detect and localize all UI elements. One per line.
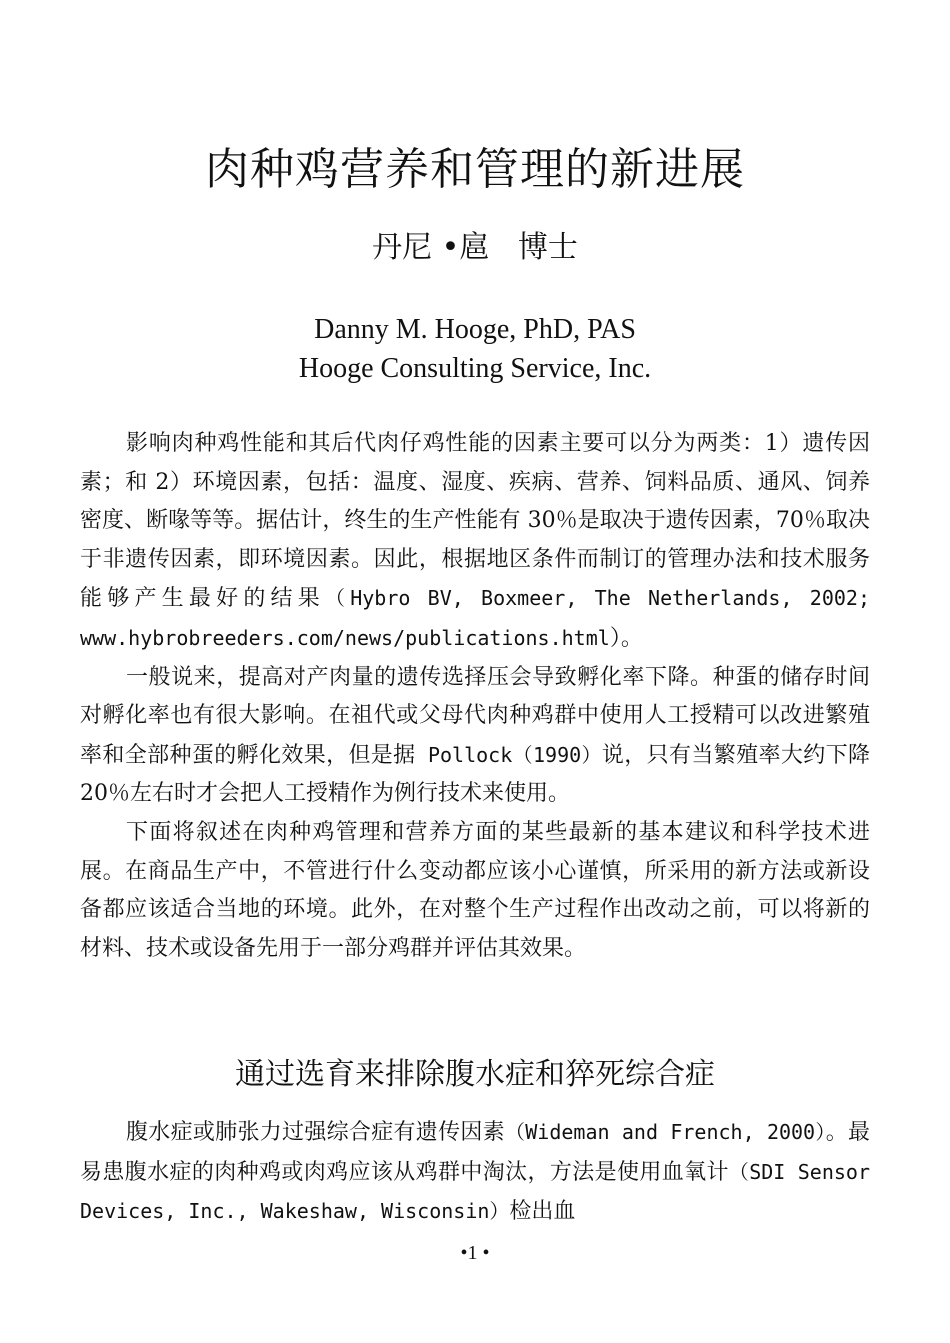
document-title: 肉种鸡营养和管理的新进展 xyxy=(205,144,745,195)
paragraph-4 xyxy=(80,1113,870,1232)
reference-text: （SDI Sensor Devices, Inc., Wakeshaw, Wisconsin） xyxy=(80,1159,870,1224)
paragraph-text: ）。 xyxy=(609,625,643,651)
paragraph-text: 。最易患腹水症的肉种鸡或肉鸡应该从鸡群中淘汰，方法是使用血氧计 xyxy=(80,1120,870,1185)
paragraph-text: 一般说来，提高对产肉量的遗传选择压会导致孵化率下降。种蛋的储存时间对孵化率也有很大影响。在祖代或父母代肉种鸡群中使用人工授精可以改进繁殖率和全部种蛋的孵化效果，但是据 xyxy=(80,664,870,768)
paragraph-text: 下面将叙述在肉种鸡管理和营养方面的某些最新的基本建议和科学技术进展。在商品生产中，不管进行什么变动都应该小心谨慎，所采用的新方法或新设备都应该适合当地的环境。此外，在对整个生产过程作出改动之前，可以将新的材料、技术或设备先用于一部分鸡群并评估其效果。 xyxy=(80,819,870,961)
section-body xyxy=(80,1113,870,1232)
author-name-chinese: 丹尼 •扈 博士 xyxy=(372,230,578,265)
section-heading: 通过选育来排除腹水症和猝死综合症 xyxy=(235,1057,715,1092)
page-number: •1 • xyxy=(460,1242,490,1264)
reference-text: （Wideman and French, 2000） xyxy=(504,1120,826,1144)
paragraph-text: 腹水症或肺张力过强综合症有遗传因素 xyxy=(126,1120,505,1145)
author-affiliation: Hooge Consulting Service, Inc. xyxy=(298,353,652,384)
paragraph-text: 说，只有当繁殖率大约下降 20％左右时才会把人工授精作为例行技术来使用。 xyxy=(80,742,870,807)
reference-text: Pollock（1990） xyxy=(415,742,602,767)
intro-body xyxy=(80,425,870,968)
reference-text: （Hybro BV, Boxmeer, The Netherlands, 2002; www.hybrobreeders.com/news/publications.html xyxy=(80,586,870,650)
paragraph-text: 影响肉种鸡性能和其后代肉仔鸡性能的因素主要可以分为两类：1）遗传因素；和 2）环境因素，包括：温度、湿度、疾病、营养、饲料品质、通风、饲养密度、断喙等等。据估计，终生的生产性能有 30％是取决于遗传因素，70％取决于非遗传因素，即环境因素。因此，根据地区条件而制订的管理办法和技术服务能够产生最好的结果 xyxy=(80,431,870,612)
paragraph-2 xyxy=(80,659,870,814)
paragraph-1 xyxy=(80,425,870,659)
paragraph-text: 检出血 xyxy=(509,1199,576,1225)
author-name-english: Danny M. Hooge, PhD, PAS xyxy=(314,314,636,345)
paragraph-3 xyxy=(80,814,870,968)
